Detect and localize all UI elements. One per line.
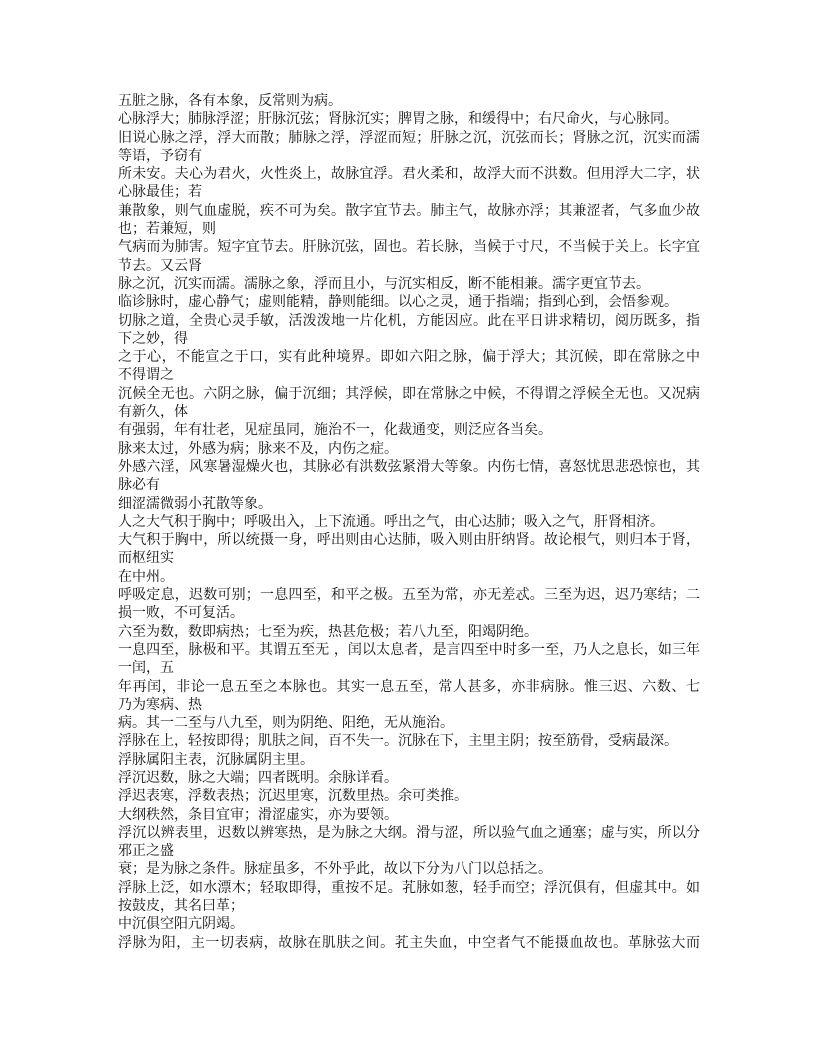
text-line: 大纲秩然，条目宜审；滑涩虚实，亦为要领。 xyxy=(118,806,398,823)
text-line: 中沉俱空阳亢阴竭。 xyxy=(118,916,244,933)
text-line: 脉之沉，沉实而濡。濡脉之象，浮而且小，与沉实相反，断不能相兼。濡字更宜节去。 xyxy=(118,275,650,292)
text-line: 脉来太过，外感为病；脉来不及，内伤之症。 xyxy=(118,440,398,457)
text-line: 在中州。 xyxy=(118,568,174,585)
text-line: 一闰，五 xyxy=(118,660,174,677)
text-line: 细涩濡微弱小芤散等象。 xyxy=(118,495,272,512)
text-line: 浮脉在上，轻按即得；肌肤之间，百不失一。沉脉在下，主里主阴；按至筋骨，受病最深。 xyxy=(118,733,678,750)
text-line: 不得谓之 xyxy=(118,367,174,384)
text-line: 按鼓皮，其名曰革； xyxy=(118,898,244,915)
text-line: 心脉最佳；若 xyxy=(118,184,202,201)
text-line: 等语，予窃有 xyxy=(118,147,202,164)
text-line: 节去。又云肾 xyxy=(118,257,202,274)
text-line: 邪正之盛 xyxy=(118,843,174,860)
text-line: 五脏之脉，各有本象，反常则为病。 xyxy=(118,93,342,109)
text-line: 浮迟表寒，浮数表热；沉迟里寒，沉数里热。余可类推。 xyxy=(118,788,468,805)
text-line: 切脉之道，全贵心灵手敏，活泼泼地一片化机，方能因应。此在平日讲求精切，阅历既多，指 xyxy=(118,312,700,329)
text-line: 衰；是为脉之条件。脉症虽多，不外乎此，故以下分为八门以总括之。 xyxy=(118,861,552,878)
text-line: 大气积于胸中，所以统摄一身，呼出则由心达肺，吸入则由肝纳肾。故论根气，则归本于肾， xyxy=(118,532,700,549)
text-line: 有强弱，年有壮老，见症虽同，施治不一，化裁通变，则泛应各当矣。 xyxy=(118,422,552,439)
text-line: 旧说心脉之浮，浮大而散；肺脉之浮，浮涩而短；肝脉之沉，沉弦而长；肾脉之沉，沉实而濡 xyxy=(118,129,700,146)
text-line: 沉候全无也。六阴之脉，偏于沉细；其浮候，即在常脉之中候，不得谓之浮候全无也。又况病 xyxy=(118,385,700,402)
text-line: 病。其一二至与八九至，则为阴绝、阳绝，无从施治。 xyxy=(118,715,454,732)
text-line: 也；若兼短，则 xyxy=(118,221,216,238)
text-line: 外感六淫，风寒暑湿燥火也，其脉必有洪数弦紧滑大等象。内伤七情，喜怒忧思悲恐惊也，其 xyxy=(118,458,700,475)
text-line: 呼吸定息，迟数可别；一息四至，和平之极。五至为常，亦无差忒。三至为迟，迟乃寒结；二 xyxy=(118,587,700,604)
text-line: 浮脉上泛，如水漂木；轻取即得，重按不足。芤脉如葱，轻手而空；浮沉俱有，但虚其中。如 xyxy=(118,879,700,896)
text-line: 心脉浮大；肺脉浮涩；肝脉沉弦；肾脉沉实；脾胃之脉，和缓得中；右尺命火，与心脉同。 xyxy=(118,111,678,128)
text-line: 而枢纽实 xyxy=(118,550,174,567)
text-line: 浮脉为阳，主一切表病，故脉在肌肤之间。芤主失血，中空者气不能摄血故也。革脉弦大而 xyxy=(118,934,700,951)
text-line: 所未安。夫心为君火，火性炎上，故脉宜浮。君火柔和，故浮大而不洪数。但用浮大二字，状 xyxy=(118,166,700,183)
text-line: 脉必有 xyxy=(118,477,160,494)
text-line: 浮沉迟数，脉之大端；四者既明。余脉详看。 xyxy=(118,769,398,786)
text-line: 浮脉属阳主表，沉脉属阴主里。 xyxy=(118,751,314,768)
text-line: 损一败，不可复活。 xyxy=(118,605,244,622)
text-line: 之于心，不能宣之于口，实有此种境界。即如六阳之脉，偏于浮大；其沉候，即在常脉之中 xyxy=(118,349,700,366)
text-line: 人之大气积于胸中；呼吸出入，上下流通。呼出之气，由心达肺；吸入之气，肝肾相济。 xyxy=(118,513,664,530)
text-line: 气病而为肺害。短字宜节去。肝脉沉弦，固也。若长脉，当候于寸尺，不当候于关上。长字宜 xyxy=(118,239,700,256)
document-body xyxy=(118,92,700,952)
text-line: 年再闰，非论一息五至之本脉也。其实一息五至，常人甚多，亦非病脉。惟三迟、六数、七 xyxy=(118,678,700,695)
text-line: 一息四至，脉极和平。其谓五至无 ，闰以太息者，是言四至中时多一至，乃人之息长，如三年 xyxy=(118,641,700,658)
text-line: 临诊脉时，虚心静气；虚则能精，静则能细。以心之灵，通于指端；指到心到，会悟参观。 xyxy=(118,294,678,311)
text-line: 浮沉以辨表里，迟数以辨寒热，是为脉之大纲。滑与涩，所以验气血之通塞；虚与实，所以分 xyxy=(118,824,700,841)
text-line: 有新久，体 xyxy=(118,404,188,421)
text-line: 兼散象，则气血虚脱，疾不可为矣。散字宜节去。肺主气，故脉亦浮；其兼涩者，气多血少故 xyxy=(118,202,700,219)
text-line: 乃为寒病、热 xyxy=(118,696,202,713)
text-line: 六至为数，数即病热；七至为疾，热甚危极；若八九至，阳竭阴绝。 xyxy=(118,623,538,640)
text-line: 下之妙，得 xyxy=(118,330,188,347)
